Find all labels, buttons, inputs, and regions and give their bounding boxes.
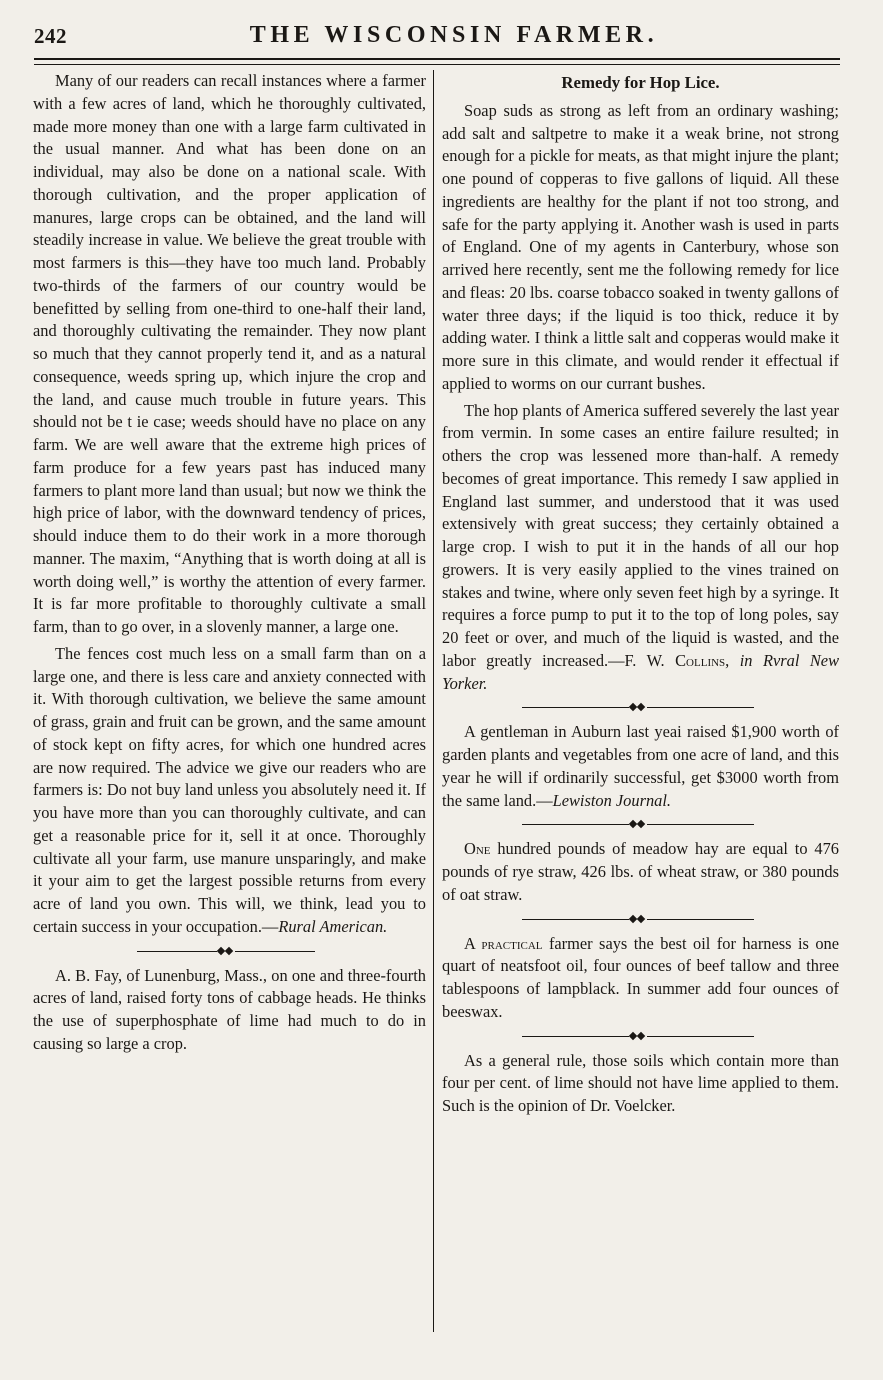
header-rule — [34, 58, 840, 60]
article-paragraph — [442, 838, 839, 906]
header-rule-thin — [34, 64, 840, 65]
article-meadow-hay — [442, 838, 839, 906]
article-lime-soils — [442, 1050, 839, 1118]
article-paragraph: Soap suds as strong as left from an ordinary washing; add salt and saltpetre to make it a weak brine, not strong enough for a pickle for meats, as that might injure the plant; one pound of copperas to five gallons of liquid. All these ingredients are healthy for the plant if not too strong, and safe for the party applying it. Another wash is used in parts of England. One of my agents in Canterbury, whose son arrived here recently, sent me the following remedy for lice and fleas: 20 lbs. coarse tobacco soaked in twenty gallons of water three days; if the liquid is too thick, reduce it by adding water. I think a little salt and copperas would make it more sure in this climate, and would render it effectual if applied to worms on our currant bushes. — [442, 100, 839, 393]
article-paragraph: A. B. Fay, of Lunenburg, Mass., on one and three-fourth acres of land, raised forty tons of cabbage heads. He thinks the use of superphosphate of lime had much to do in causing so large a crop. — [33, 965, 426, 1053]
article-auburn-garden — [442, 721, 839, 812]
article-separator — [442, 1024, 839, 1050]
article-paragraph — [442, 933, 839, 1024]
column-divider — [433, 70, 434, 1332]
paragraph-text: farmer says the best oil for harness is one quart of neatsfoot oil, four ounces of beef tallow and three tablespoons of lampblack. In summer add four ounces of beeswax. — [442, 933, 839, 1021]
page-number: 242 — [34, 24, 67, 48]
article-paragraph: Many of our readers can recall instances where a farmer with a few acres of land, which he thoroughly cultivated, made more money than one with a large farm cultivated in the usual manner. And what has been done on an individual, may also be done on a national scale. With thorough cultivation, and the proper application of manures, large crops can be obtained, and the land will steadily increase in value. We believe the great trouble with most farmers is this—they have too much land. Probably two-thirds of the farmers of our country would be benefitted by selling from one-third to one-half their land, and thoroughly cultivating the remainder. They now plant so much that they cannot properly tend it, and as a natural consequence, weeds spring up, which injure the crop and the land, and cause much trouble in future years. This should not be t ie case; weeds should have no place on any farm. We are well aware that the extreme high prices of farm produce for a few years past has induced many farmers to plant more land than usual; but now we think the high price of labor, with the downward tendency of prices, should induce them to do their work in a more thorough manner. The maxim, “Anything that is worth doing at all is worth doing well,” is worthy the attention of every farmer. It is far more profitable to thoroughly cultivate a small farm, than to go over, in a slovenly manner, a large one. — [33, 71, 426, 636]
article-source: Rural American. — [278, 916, 388, 936]
paragraph-text: The fences cost much less on a small farm than on a large one, and there is less care and anxiety connected with it. With thorough cultivation, we believe the same amount of grass, grain and fruit can be grown, and the same amount of stock kept on fifty acres, for which one hundred acres are now required. The advice we give our readers who are farmers is: Do not buy land unless you absolutely need it. If you have more than you can thoroughly cultivate, and can get a reasonable price for it, sell it at once. Thoroughly cultivate all your farm, use manure unsparingly, and make it your aim to get the largest possible returns from every acre of land you own. This will, we think, lead you to certain success in your occupation.— — [33, 643, 426, 936]
article-thorough-cultivation — [33, 70, 426, 939]
article-paragraph: The hop plants of America suffered severely the last year from vermin. In some cases an entire failure resulted; in others the crop was lessened more than-half. A remedy becomes of great importance. This remedy I saw applied in England last summer, and understood that it was used extensively with great success; they certainly obtained a large crop. I wish to put it in the hands of all our hop growers. It is very easily applied to the vines trained on stakes and twine, where only seven feet high by a syringe. It requires a force pump to put it to the top of long poles, say 20 feet or over, and much of the liquid is wasted, and the labor greatly increased.—F. W. Collins, in Rvral New Yorker. — [442, 400, 839, 693]
article-harness-oil — [442, 933, 839, 1024]
article-source: in Rvral New Yorker. — [442, 650, 839, 693]
article-author: Collins — [675, 650, 726, 670]
paragraph-text: hundred pounds of meadow hay are equal to 476 pounds of rye straw, 426 lbs. of wheat straw, or 380 pounds of oat straw. — [442, 839, 839, 904]
article-separator — [442, 695, 839, 721]
article-heading: Remedy for Hop Lice. — [561, 73, 720, 92]
article-paragraph — [442, 721, 839, 812]
page-header — [34, 20, 840, 56]
article-paragraph: As a general rule, those soils which contain more than four per cent. of lime should not have lime applied to them. Such is the opinion of Dr. Voelcker. — [442, 1050, 839, 1115]
article-separator — [442, 907, 839, 933]
article-hop-lice — [442, 72, 839, 695]
lead-in: A practical — [464, 933, 543, 953]
left-column — [33, 70, 426, 1056]
article-source: Lewiston Journal. — [552, 790, 671, 810]
running-title: THE WISCONSIN FARMER. — [249, 22, 659, 48]
lead-in: One — [464, 839, 491, 859]
paragraph-text: A gentleman in Auburn last yeai raised $1,900 worth of garden plants and vegetables from one acre of land, and this year he will if ordinarily successful, get $3000 worth from the same land.— — [442, 722, 839, 810]
right-column — [442, 70, 839, 1118]
article-paragraph — [33, 643, 426, 939]
article-separator — [442, 812, 839, 838]
paragraph-text: The hop plants of America suffered severely the last year from vermin. In some cases an entire failure resulted; in others the crop was lessened more than-half. A remedy becomes of great importance. This remedy I saw applied in England last summer, and understood that it was used extensively with great success; they certainly obtained a large crop. I wish to put it in the hands of all our hop growers. It is very easily applied to the vines trained on stakes and twine, where only seven feet high by a syringe. It requires a force pump to put it to the top of long poles, say 20 feet or over, and much of the liquid is wasted, and the labor greatly increased.—F. W. — [442, 400, 839, 670]
article-cabbage — [33, 965, 426, 1056]
article-separator — [33, 939, 426, 965]
